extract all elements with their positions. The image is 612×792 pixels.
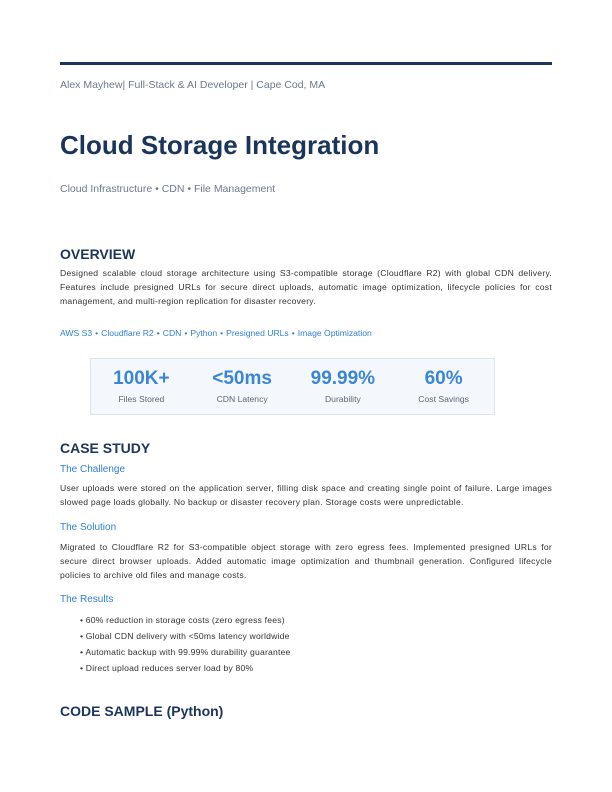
top-rule <box>60 62 552 65</box>
stat-label: Files Stored <box>118 394 165 404</box>
page-subtitle: Cloud Infrastructure • CDN • File Management <box>60 183 276 195</box>
stat-cdn-latency <box>192 359 293 414</box>
list-item: • 60% reduction in storage costs (zero egress fees) <box>80 615 285 625</box>
tag-separator: • <box>95 328 99 338</box>
stats-panel <box>90 358 495 415</box>
solution-heading: The Solution <box>60 522 117 533</box>
list-item: • Automatic backup with 99.99% durability guarantee <box>80 647 291 657</box>
author-header: Alex Mayhew| Full-Stack & AI Developer | Cape Cod, MA <box>60 79 326 91</box>
stat-value: 60% <box>424 368 463 389</box>
case-study-heading: CASE STUDY <box>60 440 151 456</box>
overview-heading: OVERVIEW <box>60 246 136 262</box>
stat-label: Cost Savings <box>418 394 469 404</box>
solution-text: Migrated to Cloudflare R2 for S3-compatible object storage with zero egress fees. Implemented presigned URLs for secure direct browser uploads. Added automatic image optimization and thumbnail generation. Configured lifecycle policies to archive old files and manage costs. <box>60 542 552 580</box>
results-list <box>80 612 291 676</box>
list-item: • Direct upload reduces server load by 80% <box>80 663 254 673</box>
stat-label: Durability <box>324 394 361 404</box>
tag: Presigned URLs <box>226 328 289 338</box>
tag: Image Optimization <box>297 328 372 338</box>
tag: CDN <box>162 328 182 338</box>
stat-cost-savings <box>393 359 494 414</box>
tag-separator: • <box>156 328 160 338</box>
tag-separator: • <box>184 328 188 338</box>
page-title: Cloud Storage Integration <box>60 130 380 160</box>
code-sample-heading: CODE SAMPLE (Python) <box>60 703 224 719</box>
tag: Python <box>190 328 218 338</box>
tag-separator: • <box>291 328 295 338</box>
stat-label: CDN Latency <box>216 394 268 404</box>
list-item: • Global CDN delivery with <50ms latency worldwide <box>80 631 290 641</box>
results-heading: The Results <box>60 594 114 605</box>
stat-files-stored <box>91 359 192 414</box>
overview-text: Designed scalable cloud storage architecture using S3-compatible storage (Cloudflare R2) with global CDN delivery. Features include presigned URLs for secure direct uploads, automatic image optimization, lifecycle policies for cost management, and multi-region replication for disaster recovery. <box>60 268 552 306</box>
stat-value: 100K+ <box>113 368 170 389</box>
tag-separator: • <box>220 328 224 338</box>
stat-value: 99.99% <box>310 368 376 389</box>
tag: AWS S3 <box>60 328 93 338</box>
tech-tags <box>60 328 552 338</box>
stat-value: <50ms <box>212 368 272 389</box>
tag: Cloudflare R2 <box>101 328 154 338</box>
challenge-heading: The Challenge <box>60 464 126 475</box>
stat-durability <box>293 359 394 414</box>
challenge-text: User uploads were stored on the application server, filling disk space and creating single point of failure. Large images slowed page loads globally. No backup or disaster recovery plan. Storage costs were unpredictable. <box>60 483 552 507</box>
